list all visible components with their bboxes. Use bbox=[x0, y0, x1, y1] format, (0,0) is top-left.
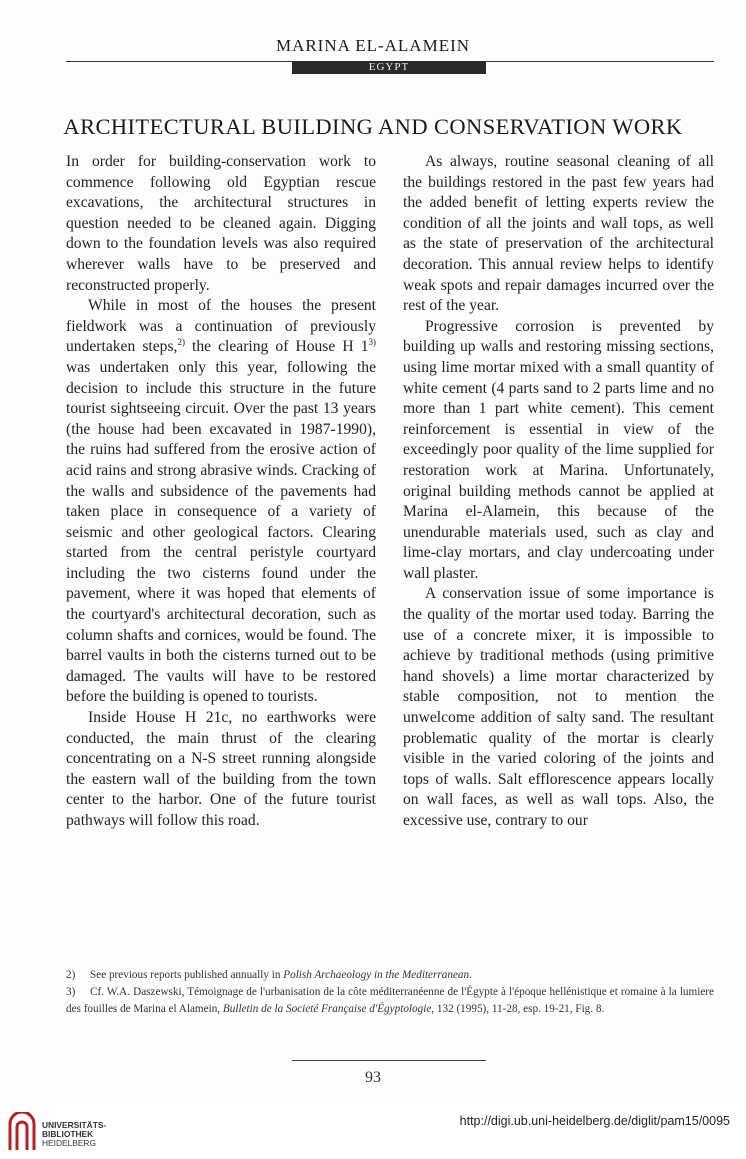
footnote-ref[interactable]: 3) bbox=[368, 337, 376, 348]
page-number: 93 bbox=[365, 1069, 381, 1086]
logo-arch-inner bbox=[17, 1122, 27, 1150]
library-name-line: BIBLIOTHEK bbox=[42, 1129, 94, 1139]
footnote-text: Cf. W.A. Daszewski, Témoignage de l'urbanisation de la côte méditerranéenne de l'Égypte à l'époque hellénistique et romaine à la lumiere des fouilles de Marina el Alamein, bbox=[66, 985, 714, 1015]
journal-title: Polish Archaeology in the Mediterranean bbox=[283, 969, 470, 981]
paragraph-text: was undertaken only this year, following the decision to include this structure in the future tourist sightseeing circuit. Over the past 13 years (the house had been excavated in 1987-1990), the ruins had suffered from the erosive action of acid rains and strong abrasive winds. Cracking of the walls and subsidence of the pavements had taken place in consequence of a variety of seismic and other geological factors. Clearing started from the central peristyle courtyard including the two cisterns found under the pavement, where it was hoped that elements of the courtyard's architectural decoration, such as column shafts and cornices, would be found. The barrel vaults in both the cisterns turned out to be damaged. The vaults will have to be restored before the building is opened to tourists. bbox=[66, 358, 376, 706]
footnote-3 bbox=[66, 984, 714, 1018]
paragraph bbox=[66, 296, 376, 708]
footnote-text: 132 (1995), 11-28, esp. 19-21, Fig. 8. bbox=[434, 1002, 605, 1015]
library-name[interactable] bbox=[42, 1121, 106, 1148]
page-number-rule bbox=[292, 1060, 486, 1061]
library-name-line: HEIDELBERG bbox=[42, 1138, 96, 1148]
footnote-number: 2) bbox=[66, 969, 76, 981]
right-column bbox=[403, 152, 714, 832]
footer-bar bbox=[0, 1103, 746, 1159]
footnote-text: . bbox=[469, 969, 472, 981]
library-name-line: UNIVERSITÄTS- bbox=[42, 1120, 107, 1130]
journal-title: Bulletin de la Societé Française d'Égyptologie, bbox=[222, 1002, 435, 1015]
section-title: ARCHITECTURAL BUILDING AND CONSERVATION WORK bbox=[63, 114, 683, 139]
logo-arches bbox=[10, 1112, 34, 1150]
logo-arch-outer bbox=[10, 1112, 34, 1150]
paragraph: A conservation issue of some importance is the quality of the mortar used today. Barring the use of a concrete mixer, it is impossible to achieve by traditional methods (using primitive hand shovels) a lime mortar characterized by stable composition, not to mention the unwelcome addition of salty sand. The resultant problematic quality of the mortar is clearly visible in the varied coloring of the joints and tops of walls. Salt efflorescence appears locally on wall faces, as well as wall tops. Also, the excessive use, contrary to our bbox=[403, 585, 714, 829]
source-url-link[interactable]: http://digi.ub.uni-heidelberg.de/diglit/pam15/0095 bbox=[459, 1114, 730, 1128]
left-column bbox=[66, 152, 376, 832]
library-logo-icon[interactable] bbox=[8, 1112, 36, 1152]
footnote-number: 3) bbox=[66, 985, 76, 998]
running-title: MARINA EL-ALAMEIN bbox=[275, 36, 471, 55]
paragraph: Progressive corrosion is prevented by building up walls and restoring missing sections, using lime mortar mixed with a small quantity of white cement (4 parts sand to 2 parts lime and no more than 1 part white cement). This cement reinforcement is essential in view of the exceedingly poor quality of the lime supplied for restoration work at Marina. Unfortunately, original building methods cannot be applied at Marina el-Alamein, this because of the unendurable materials used, such as clay and lime-clay mortars, and clay undercoating under wall plaster. bbox=[403, 317, 714, 582]
country-label: EGYPT bbox=[292, 61, 486, 74]
footnote-2 bbox=[66, 967, 714, 984]
paragraph: As always, routine seasonal cleaning of all the buildings restored in the past few years had the added benefit of letting experts review the condition of all the joints and wall tops, as well as the state of preservation of the architectural decoration. This annual review helps to identify weak spots and repair damages incurred over the rest of the year. bbox=[403, 153, 714, 315]
paragraph-text: While in most of the houses the present fieldwork was a continuation of previously undertaken steps, bbox=[66, 297, 376, 356]
paragraph: In order for building-conservation work to commence following old Egyptian rescue excavations, the architectural structures in question needed to be cleaned again. Digging down to the foundation levels was also required wherever walls have to be preserved and reconstructed properly. bbox=[66, 153, 376, 294]
footnote-text: See previous reports published annually in bbox=[90, 969, 284, 981]
paragraph: Inside House H 21c, no earthworks were conducted, the main thrust of the clearing concentrating on a N-S street running alongside the eastern wall of the building from the town center to the harbor. One of the future tourist pathways will follow this road. bbox=[66, 709, 376, 829]
footnotes bbox=[66, 967, 714, 1017]
footnote-ref[interactable]: 2) bbox=[177, 337, 185, 348]
paragraph-text: the clearing of House H 1 bbox=[184, 338, 369, 356]
